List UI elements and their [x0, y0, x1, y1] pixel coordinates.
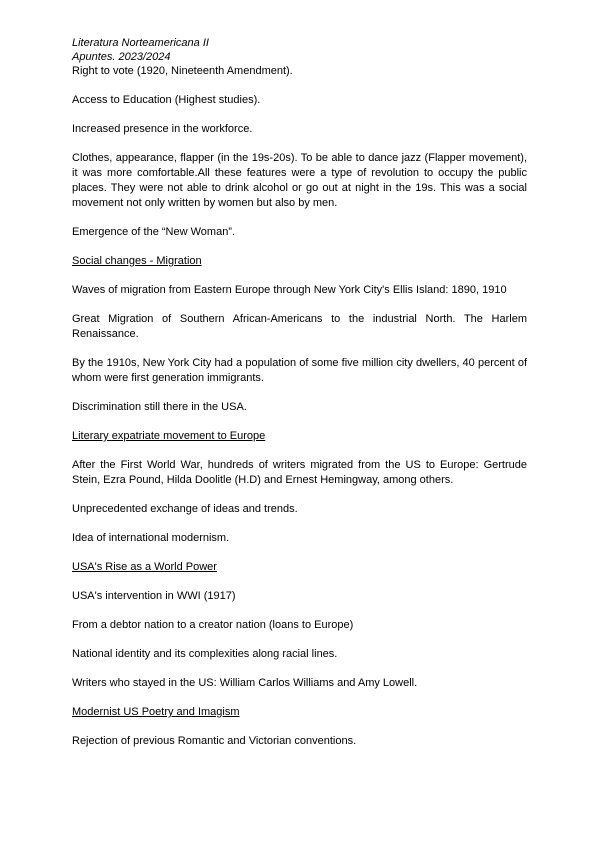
paragraph-wwi-intervention: USA's intervention in WWI (1917) — [72, 590, 236, 602]
paragraph-flapper: Clothes, appearance, flapper (in the 19s-20s). To be able to dance jazz (Flapper movement), it was more comfortable.All these features were a type of revolution to occupy the public places. They were not able to drink alcohol or go out at night in the 19s. This was a social movement not only written by women but also by men. — [72, 152, 527, 209]
paragraph-rejection-conventions: Rejection of previous Romantic and Victorian conventions. — [72, 735, 357, 747]
paragraph-ellis-island: Waves of migration from Eastern Europe through New York City's Ellis Island: 1890, 1910 — [72, 284, 507, 296]
paragraph-debtor-creditor: From a debtor nation to a creator nation (loans to Europe) — [72, 619, 354, 631]
paragraph-international-modernism: Idea of international modernism. — [72, 532, 230, 544]
paragraph-new-woman: Emergence of the “New Woman”. — [72, 226, 236, 238]
paragraph-access-education: Access to Education (Highest studies). — [72, 94, 261, 106]
section-heading-expatriate: Literary expatriate movement to Europe — [72, 430, 266, 442]
paragraph-right-to-vote: Right to vote (1920, Nineteenth Amendment). — [72, 65, 293, 77]
paragraph-writers-migrated: After the First World War, hundreds of writers migrated from the US to Europe: Gertrude Stein, Ezra Pound, Hilda Doolitle (H.D) and Ernest Hemingway, among others. — [72, 459, 527, 486]
notes-year: Apuntes. 2023/2024 — [72, 51, 171, 63]
paragraph-exchange-ideas: Unprecedented exchange of ideas and trends. — [72, 503, 298, 515]
section-heading-migration: Social changes - Migration — [72, 255, 202, 267]
course-title: Literatura Norteamericana II — [72, 37, 209, 49]
paragraph-nyc-population: By the 1910s, New York City had a population of some five million city dwellers, 40 percent of whom were first generation immigrants. — [72, 357, 527, 384]
paragraph-discrimination: Discrimination still there in the USA. — [72, 401, 247, 413]
section-heading-imagism: Modernist US Poetry and Imagism — [72, 706, 240, 718]
paragraph-workforce: Increased presence in the workforce. — [72, 123, 253, 135]
paragraph-national-identity: National identity and its complexities along racial lines. — [72, 648, 338, 660]
document-page — [72, 36, 527, 763]
paragraph-writers-stayed: Writers who stayed in the US: William Carlos Williams and Amy Lowell. — [72, 677, 418, 689]
paragraph-great-migration: Great Migration of Southern African-Americans to the industrial North. The Harlem Renaissance. — [72, 313, 527, 340]
section-heading-world-power: USA's Rise as a World Power — [72, 561, 217, 573]
